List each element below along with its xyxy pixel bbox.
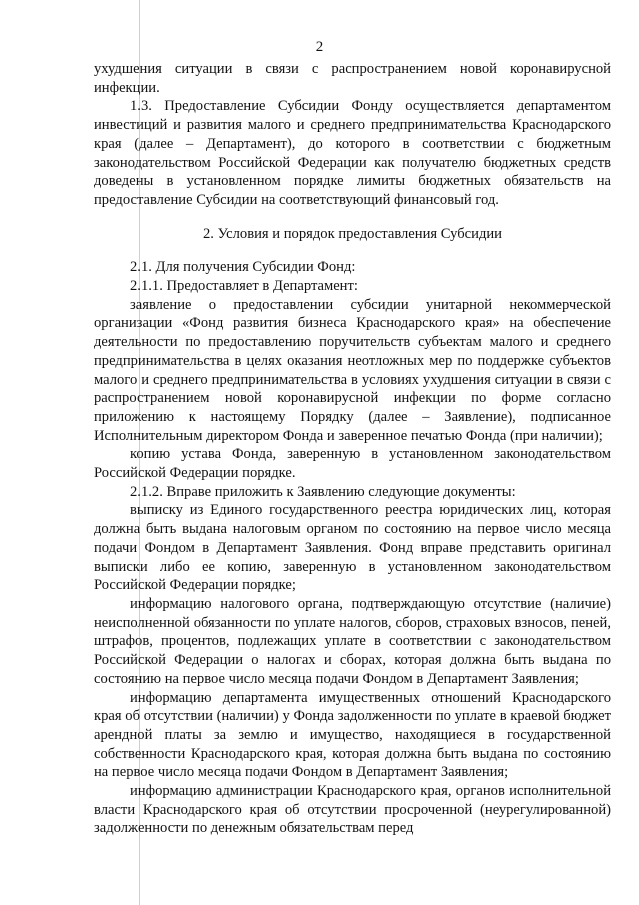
paragraph-registry-extract: выписку из Единого государственного реестра юридических лиц, которая должна быть выдана налоговым органом по состоянию на первое число месяца подачи Фондом в Департамент Заявления. Фонд вправе представить оригинал выписки либо ее копию, заверенную в установленном законодательством Российской Федерации порядке; bbox=[94, 502, 611, 594]
paragraph-2-1-2: 2.1.2. Вправе приложить к Заявлению следующие документы: bbox=[130, 483, 516, 500]
paragraph-administration-info: информацию администрации Краснодарского края, органов исполнительной власти Краснодарского края об отсутствии просроченной (неурегулированной) задолженности по денежным обязательствам перед bbox=[94, 783, 611, 837]
paragraph-1-3: 1.3. Предоставление Субсидии Фонду осуществляется департаментом инвестиций и развития малого и среднего предпринимательства Краснодарского края (далее – Департамент), до которого в соответствии с бюджетным законодательством Российской Федерации как получателю бюджетных средств доведены в установленном порядке лимиты бюджетных обязательств на предоставление Субсидии на соответствующий финансовый год. bbox=[94, 98, 611, 208]
paragraph-application: заявление о предоставлении субсидии унитарной некоммерческой организации «Фонд развития бизнеса Краснодарского края» на обеспечение деятельности по предоставлению поручительств субъектам малого и среднего предпринимательства в целях оказания неотложных мер по поддержке субъектов малого и среднего предпринимательства в условиях ухудшения ситуации в связи с распространением новой коронавирусной инфекции по форме согласно приложению к настоящему Порядку (далее – Заявление), подписанное Исполнительным директором Фонда и заверенное печатью Фонда (при наличии); bbox=[94, 296, 611, 444]
page-number: 2 bbox=[315, 39, 324, 55]
document-body bbox=[94, 60, 611, 838]
paragraph-charter-copy: копию устава Фонда, заверенную в установленном законодательством Российской Федерации порядке. bbox=[94, 446, 611, 482]
paragraph-2-1: 2.1. Для получения Субсидии Фонд: bbox=[130, 259, 356, 276]
paragraph-tax-info: информацию налогового органа, подтверждающую отсутствие (наличие) неисполненной обязанности по уплате налогов, сборов, страховых взносов, пеней, штрафов, процентов, подлежащих уплате в соответствии с законодательством Российской Федерации о налогах и сборах, которая должна быть выдана по состоянию на первое число месяца подачи Фондом в Департамент Заявления; bbox=[94, 595, 611, 687]
paragraph-continuation: ухудшения ситуации в связи с распространением новой коронавирусной инфекции. bbox=[94, 61, 611, 96]
section-heading: 2. Условия и порядок предоставления Субсидии bbox=[203, 225, 502, 242]
paragraph-property-info: информацию департамента имущественных отношений Краснодарского края об отсутствии (наличии) у Фонда задолженности по уплате в краевой бюджет арендной платы за землю и имущество, находящиеся в государственной собственности Краснодарского края, которая должна быть выдана по состоянию на первое число месяца подачи Фондом в Департамент Заявления; bbox=[94, 689, 611, 781]
paragraph-2-1-1: 2.1.1. Предоставляет в Департамент: bbox=[130, 278, 358, 295]
